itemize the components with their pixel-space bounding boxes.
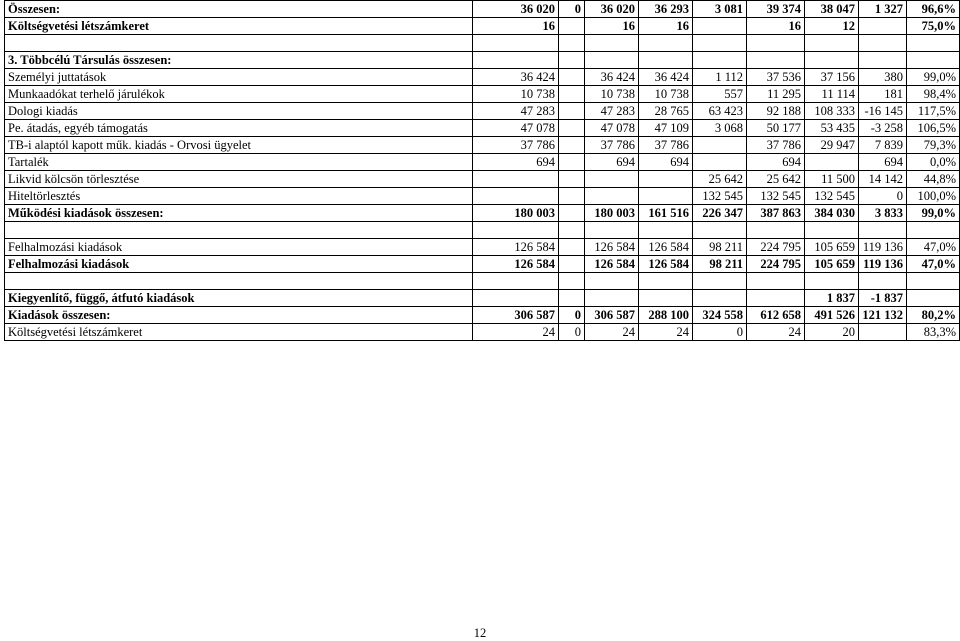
value-cell: 132 545 [805, 188, 859, 205]
value-cell: 36 293 [639, 1, 693, 18]
value-cell [559, 205, 585, 222]
table-row [5, 52, 960, 69]
row-label-cell: Likvid kölcsön törlesztése [5, 171, 473, 188]
value-cell [907, 273, 960, 290]
table-row [5, 35, 960, 52]
value-cell: 288 100 [639, 307, 693, 324]
value-cell [693, 273, 747, 290]
value-cell: 11 295 [747, 86, 805, 103]
value-cell: 24 [473, 324, 559, 341]
value-cell: 380 [859, 69, 907, 86]
value-cell: 306 587 [585, 307, 639, 324]
value-cell [639, 290, 693, 307]
value-cell: 36 424 [585, 69, 639, 86]
value-cell: 96,6% [907, 1, 960, 18]
value-cell [585, 188, 639, 205]
value-cell: 694 [585, 154, 639, 171]
value-cell: 132 545 [693, 188, 747, 205]
table-row [5, 1, 960, 18]
value-cell: 121 132 [859, 307, 907, 324]
value-cell: 119 136 [859, 239, 907, 256]
value-cell [805, 273, 859, 290]
value-cell: 36 020 [473, 1, 559, 18]
value-cell: 612 658 [747, 307, 805, 324]
row-label-cell: Hiteltörlesztés [5, 188, 473, 205]
value-cell [859, 35, 907, 52]
row-label-cell: Személyi juttatások [5, 69, 473, 86]
value-cell: 10 738 [585, 86, 639, 103]
value-cell [693, 290, 747, 307]
row-label-cell: Összesen: [5, 1, 473, 18]
value-cell: 24 [585, 324, 639, 341]
table-row [5, 188, 960, 205]
value-cell [747, 290, 805, 307]
value-cell [859, 273, 907, 290]
value-cell: 36 020 [585, 1, 639, 18]
value-cell [639, 222, 693, 239]
value-cell [859, 324, 907, 341]
value-cell: 126 584 [639, 239, 693, 256]
value-cell: 11 500 [805, 171, 859, 188]
row-label-cell: Működési kiadások összesen: [5, 205, 473, 222]
value-cell [473, 273, 559, 290]
value-cell [473, 171, 559, 188]
value-cell: 98 211 [693, 239, 747, 256]
value-cell: 180 003 [585, 205, 639, 222]
value-cell: 0 [859, 188, 907, 205]
table-row [5, 222, 960, 239]
value-cell [473, 35, 559, 52]
value-cell [473, 52, 559, 69]
value-cell: 161 516 [639, 205, 693, 222]
value-cell [859, 222, 907, 239]
value-cell [559, 154, 585, 171]
value-cell [585, 273, 639, 290]
table-row [5, 256, 960, 273]
value-cell: 132 545 [747, 188, 805, 205]
value-cell: 106,5% [907, 120, 960, 137]
value-cell [639, 35, 693, 52]
value-cell [559, 222, 585, 239]
value-cell: -16 145 [859, 103, 907, 120]
row-label-cell: Felhalmozási kiadások [5, 239, 473, 256]
value-cell: 0 [559, 307, 585, 324]
value-cell: 37 786 [585, 137, 639, 154]
value-cell [559, 137, 585, 154]
value-cell [559, 18, 585, 35]
value-cell: 100,0% [907, 188, 960, 205]
value-cell [693, 154, 747, 171]
value-cell [805, 222, 859, 239]
value-cell: 36 424 [473, 69, 559, 86]
value-cell [639, 273, 693, 290]
value-cell: 694 [859, 154, 907, 171]
value-cell: 0 [559, 1, 585, 18]
value-cell [907, 290, 960, 307]
value-cell: 99,0% [907, 205, 960, 222]
row-label-cell: Munkaadókat terhelő járulékok [5, 86, 473, 103]
value-cell: 181 [859, 86, 907, 103]
value-cell: 47 283 [473, 103, 559, 120]
row-label-cell: 3. Többcélú Társulás összesen: [5, 52, 473, 69]
value-cell: 14 142 [859, 171, 907, 188]
table-row [5, 273, 960, 290]
value-cell [907, 52, 960, 69]
value-cell [473, 188, 559, 205]
value-cell: 20 [805, 324, 859, 341]
value-cell [693, 35, 747, 52]
value-cell: 98 211 [693, 256, 747, 273]
value-cell: 83,3% [907, 324, 960, 341]
value-cell: 47 283 [585, 103, 639, 120]
table-row [5, 154, 960, 171]
value-cell: 10 738 [473, 86, 559, 103]
value-cell: 25 642 [747, 171, 805, 188]
row-label-cell [5, 273, 473, 290]
value-cell: 36 424 [639, 69, 693, 86]
value-cell: 105 659 [805, 256, 859, 273]
value-cell: 24 [639, 324, 693, 341]
value-cell [747, 273, 805, 290]
value-cell [585, 52, 639, 69]
value-cell [559, 171, 585, 188]
value-cell: 694 [639, 154, 693, 171]
value-cell: 16 [639, 18, 693, 35]
value-cell [559, 52, 585, 69]
value-cell: 126 584 [639, 256, 693, 273]
value-cell [859, 52, 907, 69]
value-cell [473, 290, 559, 307]
value-cell [559, 120, 585, 137]
value-cell: 28 765 [639, 103, 693, 120]
value-cell [805, 35, 859, 52]
value-cell [693, 18, 747, 35]
value-cell [559, 69, 585, 86]
table-row [5, 103, 960, 120]
value-cell: 1 327 [859, 1, 907, 18]
value-cell: 126 584 [473, 256, 559, 273]
table-row [5, 86, 960, 103]
value-cell: 79,3% [907, 137, 960, 154]
value-cell: 105 659 [805, 239, 859, 256]
value-cell: 1 837 [805, 290, 859, 307]
value-cell [559, 273, 585, 290]
row-label-cell [5, 35, 473, 52]
value-cell: 98,4% [907, 86, 960, 103]
value-cell: 1 112 [693, 69, 747, 86]
value-cell: 324 558 [693, 307, 747, 324]
value-cell: 25 642 [693, 171, 747, 188]
row-label-cell: Tartalék [5, 154, 473, 171]
value-cell: 119 136 [859, 256, 907, 273]
value-cell [559, 188, 585, 205]
value-cell [559, 256, 585, 273]
value-cell: 16 [473, 18, 559, 35]
table-row [5, 324, 960, 341]
value-cell [859, 18, 907, 35]
value-cell: 3 068 [693, 120, 747, 137]
value-cell: 10 738 [639, 86, 693, 103]
value-cell: 491 526 [805, 307, 859, 324]
value-cell [559, 239, 585, 256]
row-label-cell: Kiadások összesen: [5, 307, 473, 324]
value-cell: 126 584 [473, 239, 559, 256]
value-cell [805, 52, 859, 69]
value-cell [693, 222, 747, 239]
value-cell: 38 047 [805, 1, 859, 18]
row-label-cell: Költségvetési létszámkeret [5, 324, 473, 341]
value-cell: 11 114 [805, 86, 859, 103]
value-cell: 387 863 [747, 205, 805, 222]
value-cell: 37 156 [805, 69, 859, 86]
value-cell [559, 86, 585, 103]
table-row [5, 239, 960, 256]
value-cell: 37 786 [747, 137, 805, 154]
value-cell: 99,0% [907, 69, 960, 86]
value-cell: 0 [559, 324, 585, 341]
value-cell: -1 837 [859, 290, 907, 307]
value-cell: 384 030 [805, 205, 859, 222]
row-label-cell [5, 222, 473, 239]
value-cell: 37 536 [747, 69, 805, 86]
table-row [5, 205, 960, 222]
value-cell: 37 786 [639, 137, 693, 154]
value-cell: 3 081 [693, 1, 747, 18]
value-cell: 224 795 [747, 256, 805, 273]
table-row [5, 137, 960, 154]
value-cell [559, 290, 585, 307]
value-cell: 108 333 [805, 103, 859, 120]
value-cell: 557 [693, 86, 747, 103]
value-cell: 37 786 [473, 137, 559, 154]
value-cell [639, 188, 693, 205]
table-row [5, 307, 960, 324]
value-cell [747, 52, 805, 69]
table-row [5, 18, 960, 35]
value-cell: 12 [805, 18, 859, 35]
table-row [5, 290, 960, 307]
value-cell: 24 [747, 324, 805, 341]
value-cell [805, 154, 859, 171]
value-cell: 39 374 [747, 1, 805, 18]
table-row [5, 120, 960, 137]
value-cell [585, 35, 639, 52]
page-number: 12 [473, 626, 487, 640]
value-cell: 306 587 [473, 307, 559, 324]
value-cell: 92 188 [747, 103, 805, 120]
value-cell [907, 35, 960, 52]
value-cell [747, 222, 805, 239]
value-cell: 47 109 [639, 120, 693, 137]
value-cell: 53 435 [805, 120, 859, 137]
value-cell [639, 171, 693, 188]
value-cell [559, 35, 585, 52]
row-label-cell: Felhalmozási kiadások [5, 256, 473, 273]
value-cell: 7 839 [859, 137, 907, 154]
value-cell: 47,0% [907, 256, 960, 273]
value-cell: -3 258 [859, 120, 907, 137]
value-cell [693, 137, 747, 154]
value-cell: 16 [747, 18, 805, 35]
row-label-cell: Kiegyenlítő, függő, átfutó kiadások [5, 290, 473, 307]
value-cell: 226 347 [693, 205, 747, 222]
value-cell [559, 103, 585, 120]
row-label-cell: Költségvetési létszámkeret [5, 18, 473, 35]
value-cell: 126 584 [585, 239, 639, 256]
value-cell: 50 177 [747, 120, 805, 137]
value-cell: 694 [747, 154, 805, 171]
value-cell: 126 584 [585, 256, 639, 273]
row-label-cell: Dologi kiadás [5, 103, 473, 120]
budget-table [4, 0, 960, 341]
row-label-cell: TB-i alaptól kapott műk. kiadás - Orvosi ügyelet [5, 137, 473, 154]
table-body [5, 1, 960, 341]
row-label-cell: Pe. átadás, egyéb támogatás [5, 120, 473, 137]
table-row [5, 171, 960, 188]
value-cell [585, 290, 639, 307]
value-cell: 75,0% [907, 18, 960, 35]
value-cell [747, 35, 805, 52]
value-cell: 47 078 [473, 120, 559, 137]
value-cell: 224 795 [747, 239, 805, 256]
value-cell: 117,5% [907, 103, 960, 120]
value-cell: 16 [585, 18, 639, 35]
value-cell [585, 222, 639, 239]
value-cell: 694 [473, 154, 559, 171]
value-cell: 3 833 [859, 205, 907, 222]
value-cell: 29 947 [805, 137, 859, 154]
value-cell: 180 003 [473, 205, 559, 222]
value-cell: 80,2% [907, 307, 960, 324]
value-cell [639, 52, 693, 69]
value-cell [473, 222, 559, 239]
value-cell [693, 52, 747, 69]
value-cell: 63 423 [693, 103, 747, 120]
value-cell: 44,8% [907, 171, 960, 188]
value-cell: 0,0% [907, 154, 960, 171]
value-cell [585, 171, 639, 188]
table-row [5, 69, 960, 86]
value-cell: 47 078 [585, 120, 639, 137]
value-cell: 0 [693, 324, 747, 341]
value-cell: 47,0% [907, 239, 960, 256]
value-cell [907, 222, 960, 239]
